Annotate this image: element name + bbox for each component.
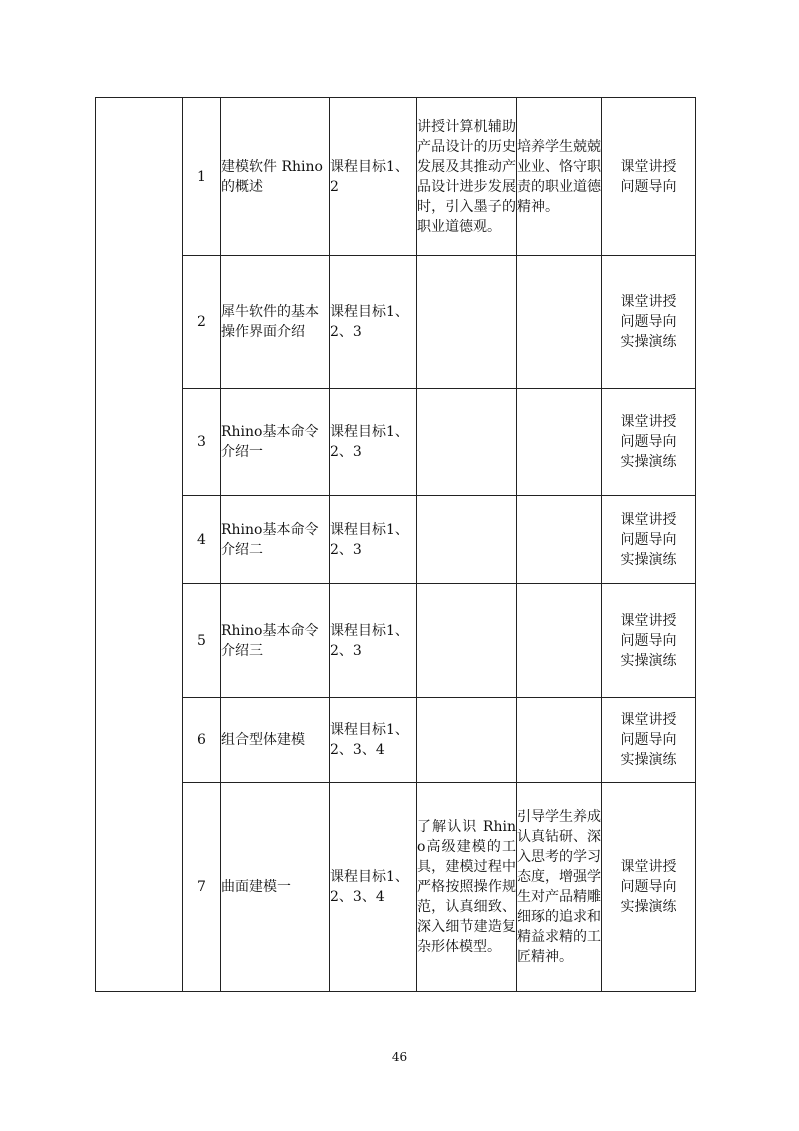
method-line: 实操演练	[620, 551, 677, 568]
merged-blank-cell	[96, 98, 183, 992]
method-line: 实操演练	[620, 752, 677, 768]
content-cell	[417, 98, 517, 256]
content-cell	[417, 256, 517, 389]
method-line: 问题导向	[620, 178, 677, 195]
topic-cell: 组合型体建模	[221, 698, 330, 783]
table-row	[96, 496, 696, 584]
ideological-cell	[517, 698, 602, 783]
ideological-cell	[517, 98, 602, 256]
row-number: 2	[183, 256, 221, 389]
topic-cell: 犀牛软件的基本操作界面介绍	[221, 256, 330, 389]
method-line: 实操演练	[620, 454, 677, 470]
goal-cell: 课程目标1、2、3	[330, 496, 417, 584]
content-cell	[417, 698, 517, 783]
method-line: 课堂讲授	[620, 158, 677, 175]
goal-cell: 课程目标1、2、3、4	[330, 783, 417, 992]
method-cell	[602, 698, 696, 783]
ideological-text: 引导学生养成认真钻研、深入思考的学习态度，增强学生对产品精雕细琢的追求和精益求精的工匠精神。	[517, 809, 601, 965]
table-row	[96, 98, 696, 256]
method-line: 实操演练	[620, 899, 677, 915]
course-schedule-table	[95, 97, 696, 992]
ideological-cell	[517, 783, 602, 992]
method-line: 问题导向	[620, 434, 677, 450]
ideological-cell	[517, 584, 602, 698]
goal-cell: 课程目标1、2、3	[330, 584, 417, 698]
topic-cell: Rhino基本命令介绍一	[221, 389, 330, 496]
method-line: 课堂讲授	[620, 511, 677, 528]
method-line: 课堂讲授	[620, 414, 677, 430]
row-number: 7	[183, 783, 221, 992]
content-cell	[417, 584, 517, 698]
table-row	[96, 783, 696, 992]
table-row	[96, 584, 696, 698]
method-cell	[602, 783, 696, 992]
topic-cell: 建模软件 Rhino的概述	[221, 98, 330, 256]
goal-cell: 课程目标1、2、3、4	[330, 698, 417, 783]
method-line: 问题导向	[620, 531, 677, 548]
ideological-text: 培养学生兢兢业业、恪守职责的职业道德精神。	[517, 138, 601, 215]
row-number: 4	[183, 496, 221, 584]
ideological-cell	[517, 389, 602, 496]
topic-cell: 曲面建模一	[221, 783, 330, 992]
method-line: 课堂讲授	[620, 712, 677, 728]
goal-cell: 课程目标1、2、3	[330, 256, 417, 389]
method-cell	[602, 496, 696, 584]
table-row	[96, 389, 696, 496]
method-cell	[602, 256, 696, 389]
method-line: 实操演练	[620, 334, 677, 350]
topic-cell: Rhino基本命令介绍三	[221, 584, 330, 698]
method-line: 问题导向	[620, 879, 677, 895]
method-cell	[602, 389, 696, 496]
method-line: 实操演练	[620, 652, 677, 669]
page-number: 46	[391, 1050, 408, 1064]
goal-cell: 课程目标1、2	[330, 98, 417, 256]
method-cell	[602, 584, 696, 698]
method-line: 问题导向	[620, 632, 677, 649]
content-cell	[417, 496, 517, 584]
method-line: 课堂讲授	[620, 612, 677, 629]
table-row	[96, 698, 696, 783]
topic-cell: Rhino基本命令介绍二	[221, 496, 330, 584]
table-row	[96, 256, 696, 389]
content-text: 讲授计算机辅助产品设计的历史发展及其推动产品设计进步发展时，引入墨子的职业道德观。	[417, 118, 516, 235]
table-body	[96, 98, 696, 992]
row-number: 3	[183, 389, 221, 496]
method-line: 问题导向	[620, 314, 677, 330]
row-number: 6	[183, 698, 221, 783]
method-line: 问题导向	[620, 732, 677, 748]
content-cell	[417, 783, 517, 992]
method-line: 课堂讲授	[620, 859, 677, 875]
ideological-cell	[517, 256, 602, 389]
goal-cell: 课程目标1、2、3	[330, 389, 417, 496]
content-text: 了解认识 Rhino高级建模的工具，建模过程中严格按照操作规范，认真细致、深入细节建造复杂形体模型。	[417, 819, 516, 955]
method-cell	[602, 98, 696, 256]
row-number: 1	[183, 98, 221, 256]
method-line: 课堂讲授	[620, 294, 677, 310]
ideological-cell	[517, 496, 602, 584]
row-number: 5	[183, 584, 221, 698]
content-cell	[417, 389, 517, 496]
